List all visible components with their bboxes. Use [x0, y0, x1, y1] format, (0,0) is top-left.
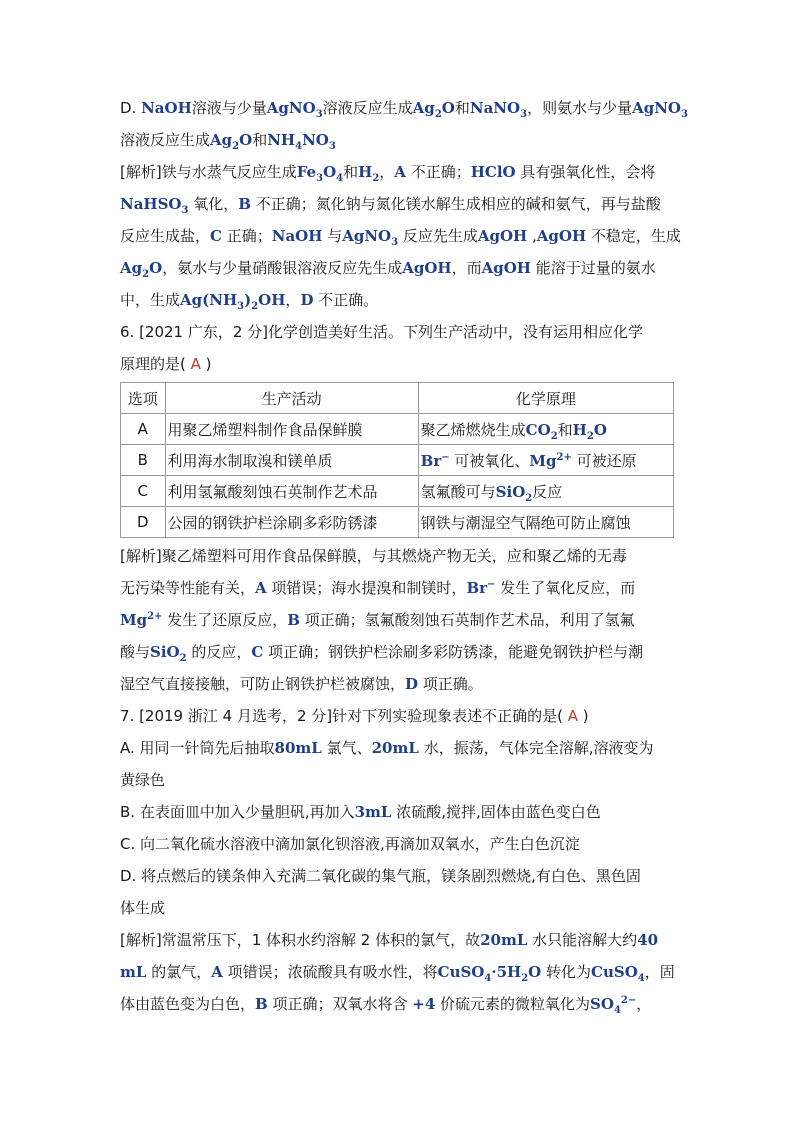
option-cell: C [121, 476, 166, 507]
activity-cell: 用聚乙烯塑料制作食品保鲜膜 [165, 414, 418, 445]
q6-analysis-line4: 酸与SiO$_2$ 的反应，C 项正确；钢铁护栏涂刷多彩防锈漆，能避免钢铁护栏与潮 [120, 643, 644, 664]
principle-cell: 氢氟酸可与SiO$_2$反应 [418, 476, 673, 507]
q6-stem-line1: 6. [2021 广东，2 分]化学创造美好生活。下列生产活动中，没有运用相应化学 [120, 323, 644, 341]
q5-analysis-line2: NaHSO$_3$ 氧化，B 不正确；氮化钠与氮化镁水解生成相应的碱和氨气，再与盐酸 [120, 195, 661, 216]
q7-option-c: C. 向二氧化硫水溶液中滴加氯化钡溶液,再滴加双氧水，产生白色沉淀 [120, 835, 580, 853]
option-cell: A [121, 414, 166, 445]
table-row [121, 476, 674, 507]
q6-stem-line2: 原理的是( A ) [120, 355, 212, 373]
q7-answer: A [562, 707, 583, 725]
principle-cell: Br− 可被氧化、$Mg^{2+}$ 可被还原 [418, 445, 673, 476]
q7-option-d-line1: D. 将点燃后的镁条伸入充满二氧化碳的集气瓶，镁条剧烈燃烧,有白色、黑色固 [120, 867, 641, 885]
table-row [121, 445, 674, 476]
q7-analysis-line2: mL 的氯气，A 项错误；浓硫酸具有吸水性，将$CuSO_4\cdot 5H_2O$ 转化为CuSO$_4$，固 [120, 963, 675, 984]
principle-cell: 聚乙烯燃烧生成$CO_2$和$H_2O$ [418, 414, 673, 445]
table-header-row [121, 383, 674, 414]
q7-option-a-line1: A. 用同一针筒先后抽取80mL 氯气、20mL 水，振荡，气体完全溶解,溶液变为 [120, 739, 654, 757]
q5-analysis-line1: [解析]铁与水蒸气反应生成$Fe_3O_4$和$H_2$，A 不正确；HClO 具有强氧化性，会将 [120, 163, 656, 184]
q7-analysis-line1: [解析]常温常压下，1 体积水约溶解 2 体积的氯气，故20mL 水只能溶解大约40 [120, 931, 659, 949]
q7-option-d-line2: 体生成 [120, 899, 166, 917]
q7-option-b: B. 在表面皿中加入少量胆矾,再加入3mL 浓硫酸,搅拌,固体由蓝色变白色 [120, 803, 601, 821]
table-header-cell: 化学原理 [418, 383, 673, 414]
table-header-cell: 生产活动 [165, 383, 418, 414]
q6-analysis-line3: $Mg^{2+}$ 发生了还原反应，B 项正确；氢氟酸刻蚀石英制作艺术品，利用了氢氟 [120, 611, 635, 629]
q5-analysis-line4: $Ag_2O$，氨水与少量硝酸银溶液反应先生成AgOH，而AgOH 能溶于过量的氨水 [120, 259, 656, 280]
table-row [121, 414, 674, 445]
q6-options-table [120, 382, 674, 538]
activity-cell: 利用海水制取溴和镁单质 [165, 445, 418, 476]
q7-analysis-line3: 体由蓝色变为白色，B 项正确；双氧水将含 +4 价硫元素的微粒氧化为$SO_4^{2-}$， [120, 995, 652, 1016]
q5-option-d-line1: D. NaOH溶液与少量AgNO$_3$溶液反应生成$Ag_2O$和NaNO$_3$，则氨水与少量AgNO$_3$ [120, 99, 688, 120]
q5-analysis-line5: 中，生成$Ag(NH_3)_2OH$，D 不正确。 [120, 291, 379, 312]
principle-cell: 钢铁与潮湿空气隔绝可防止腐蚀 [418, 507, 673, 538]
activity-cell: 公园的钢铁护栏涂刷多彩防锈漆 [165, 507, 418, 538]
table-row [121, 507, 674, 538]
option-cell: D [121, 507, 166, 538]
document-page [120, 92, 688, 1020]
activity-cell: 利用氢氟酸刻蚀石英制作艺术品 [165, 476, 418, 507]
q6-analysis-line5: 湿空气直接接触，可防止钢铁护栏被腐蚀，D 项正确。 [120, 675, 483, 693]
q5-analysis-line3: 反应生成盐，C 正确；NaOH 与AgNO$_3$ 反应先生成AgOH ,AgOH 不稳定，生成 [120, 227, 681, 248]
q7-stem: 7. [2019 浙江 4 月选考，2 分]针对下列实验现象表述不正确的是( A ) [120, 707, 589, 725]
q6-analysis-line2: 无污染等性能有关，A 项错误；海水提溴和制镁时，Br− 发生了氧化反应，而 [120, 579, 636, 597]
q6-analysis-line1: [解析]聚乙烯塑料可用作食品保鲜膜，与其燃烧产物无关，应和聚乙烯的无毒 [120, 547, 627, 565]
table-header-cell: 选项 [121, 383, 166, 414]
option-cell: B [121, 445, 166, 476]
q7-option-a-line2: 黄绿色 [120, 771, 166, 789]
q6-answer: A [185, 355, 206, 373]
q5-option-d-line2: 溶液反应生成$Ag_2O$和$NH_4NO_3$ [120, 131, 336, 152]
